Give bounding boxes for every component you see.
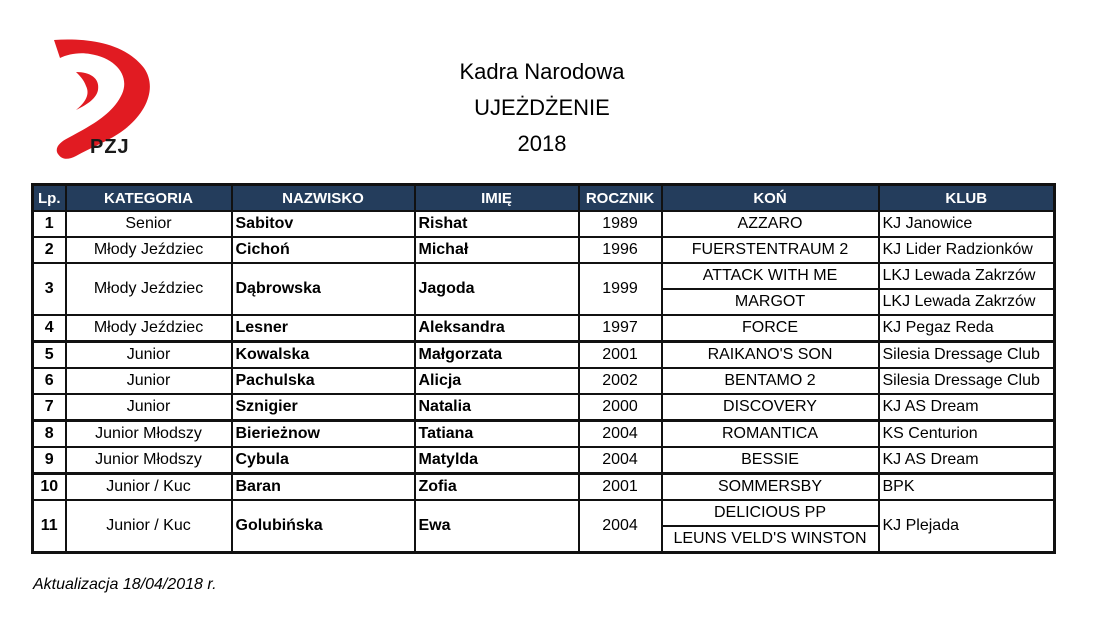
cell-kon: MARGOT [662,289,879,315]
cell-klub: Silesia Dressage Club [879,368,1055,394]
cell-lp: 6 [33,368,66,394]
title-line-2: UJEŻDŻENIE [474,95,610,120]
cell-klub: LKJ Lewada Zakrzów [879,289,1055,315]
cell-kategoria: Młody Jeździec [66,315,232,342]
table-row [33,211,1055,237]
cell-nazwisko: Sznigier [232,394,415,421]
roster-table [31,183,1056,554]
cell-lp: 10 [33,474,66,501]
cell-kon: SOMMERSBY [662,474,879,501]
cell-lp: 4 [33,315,66,342]
cell-rocznik: 1989 [579,211,662,237]
cell-nazwisko: Baran [232,474,415,501]
cell-kategoria: Junior [66,342,232,369]
cell-kategoria: Junior / Kuc [66,474,232,501]
cell-klub: Silesia Dressage Club [879,342,1055,369]
cell-kategoria: Młody Jeździec [66,263,232,315]
cell-klub: BPK [879,474,1055,501]
table-row [33,342,1055,369]
cell-imie: Aleksandra [415,315,579,342]
cell-nazwisko: Sabitov [232,211,415,237]
cell-lp: 9 [33,447,66,474]
cell-nazwisko: Kowalska [232,342,415,369]
cell-kon: LEUNS VELD'S WINSTON [662,526,879,553]
cell-lp: 5 [33,342,66,369]
cell-kon: DISCOVERY [662,394,879,421]
cell-imie: Małgorzata [415,342,579,369]
cell-lp: 11 [33,500,66,553]
cell-imie: Jagoda [415,263,579,315]
cell-klub: KJ Pegaz Reda [879,315,1055,342]
table-row [33,447,1055,474]
cell-klub: KJ Plejada [879,500,1055,553]
cell-klub: KS Centurion [879,421,1055,448]
pzj-logo [46,32,156,167]
cell-lp: 1 [33,211,66,237]
table-row [33,421,1055,448]
document-title [392,54,692,162]
table-row [33,263,1055,289]
cell-rocznik: 1997 [579,315,662,342]
cell-kon: FUERSTENTRAUM 2 [662,237,879,263]
cell-klub: LKJ Lewada Zakrzów [879,263,1055,289]
cell-kategoria: Junior Młodszy [66,421,232,448]
cell-nazwisko: Bierieżnow [232,421,415,448]
cell-lp: 8 [33,421,66,448]
cell-kon: FORCE [662,315,879,342]
table-body [33,211,1055,553]
table-header-row [33,185,1055,212]
cell-kon: ATTACK WITH ME [662,263,879,289]
cell-kategoria: Senior [66,211,232,237]
cell-rocznik: 2004 [579,500,662,553]
table-row [33,368,1055,394]
column-header: KOŃ [662,185,879,212]
cell-klub: KJ Janowice [879,211,1055,237]
cell-imie: Michał [415,237,579,263]
cell-rocznik: 1999 [579,263,662,315]
cell-nazwisko: Cichoń [232,237,415,263]
cell-rocznik: 2002 [579,368,662,394]
table-row [33,237,1055,263]
cell-kon: RAIKANO'S SON [662,342,879,369]
title-line-3: 2018 [517,131,567,156]
cell-nazwisko: Lesner [232,315,415,342]
cell-klub: KJ Lider Radzionków [879,237,1055,263]
column-header: Lp. [33,185,66,212]
cell-imie: Zofia [415,474,579,501]
cell-lp: 3 [33,263,66,315]
cell-imie: Natalia [415,394,579,421]
cell-nazwisko: Pachulska [232,368,415,394]
cell-rocznik: 2004 [579,421,662,448]
table-row [33,500,1055,526]
column-header: KLUB [879,185,1055,212]
cell-kon: ROMANTICA [662,421,879,448]
cell-kon: BESSIE [662,447,879,474]
column-header: IMIĘ [415,185,579,212]
cell-nazwisko: Golubińska [232,500,415,553]
cell-kon: BENTAMO 2 [662,368,879,394]
cell-imie: Matylda [415,447,579,474]
cell-kon: DELICIOUS PP [662,500,879,526]
table-row [33,474,1055,501]
cell-imie: Alicja [415,368,579,394]
cell-rocznik: 1996 [579,237,662,263]
cell-lp: 2 [33,237,66,263]
cell-rocznik: 2000 [579,394,662,421]
cell-kategoria: Junior [66,394,232,421]
title-line-1: Kadra Narodowa [459,59,625,84]
cell-rocznik: 2004 [579,447,662,474]
cell-nazwisko: Dąbrowska [232,263,415,315]
cell-lp: 7 [33,394,66,421]
column-header: KATEGORIA [66,185,232,212]
cell-imie: Tatiana [415,421,579,448]
cell-kategoria: Junior / Kuc [66,500,232,553]
cell-kategoria: Młody Jeździec [66,237,232,263]
table-row [33,394,1055,421]
table-row [33,315,1055,342]
column-header: ROCZNIK [579,185,662,212]
column-header: NAZWISKO [232,185,415,212]
cell-imie: Rishat [415,211,579,237]
cell-imie: Ewa [415,500,579,553]
cell-rocznik: 2001 [579,342,662,369]
cell-kon: AZZARO [662,211,879,237]
cell-rocznik: 2001 [579,474,662,501]
cell-klub: KJ AS Dream [879,447,1055,474]
cell-kategoria: Junior [66,368,232,394]
logo-text: PZJ [90,136,130,158]
cell-nazwisko: Cybula [232,447,415,474]
update-note: Aktualizacja 18/04/2018 r. [33,576,217,593]
cell-kategoria: Junior Młodszy [66,447,232,474]
cell-klub: KJ AS Dream [879,394,1055,421]
